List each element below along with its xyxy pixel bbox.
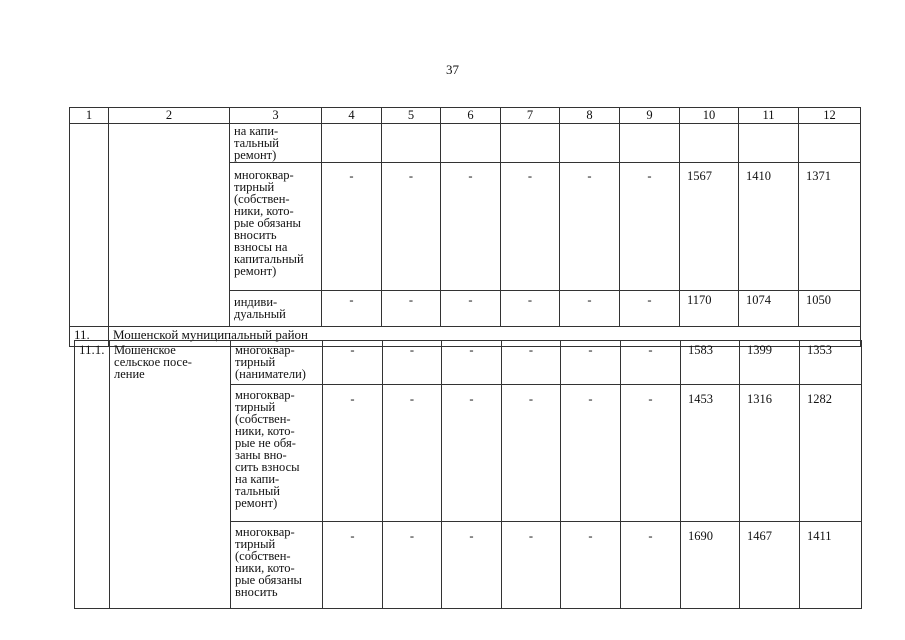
value-cell [560, 124, 620, 163]
value-cell: - [441, 291, 501, 327]
value-cell: - [620, 163, 680, 291]
settlement-cell [109, 124, 230, 327]
settlement-name: Мошенское сельское посе- ление [110, 341, 231, 609]
column-number: 6 [441, 108, 501, 124]
value-cell: - [442, 522, 502, 609]
column-number: 3 [230, 108, 322, 124]
value-cell: - [382, 291, 441, 327]
value-cell [680, 124, 739, 163]
value-cell [322, 124, 382, 163]
value-cell: 1583 [681, 341, 740, 385]
value-cell: - [383, 522, 442, 609]
value-cell: 1353 [800, 341, 862, 385]
value-cell: 1074 [739, 291, 799, 327]
column-number: 11 [739, 108, 799, 124]
value-cell: - [383, 385, 442, 522]
value-cell [620, 124, 680, 163]
value-cell [441, 124, 501, 163]
value-cell: 1371 [799, 163, 861, 291]
value-cell [382, 124, 441, 163]
value-cell: - [501, 163, 560, 291]
district-name: Мошенской муниципальный район [109, 327, 861, 347]
value-cell: - [383, 341, 442, 385]
value-cell: - [441, 163, 501, 291]
value-cell: - [621, 341, 681, 385]
value-cell: - [442, 341, 502, 385]
column-number: 5 [382, 108, 441, 124]
value-cell: - [502, 385, 561, 522]
value-cell: 1690 [681, 522, 740, 609]
column-number: 8 [560, 108, 620, 124]
value-cell: - [442, 385, 502, 522]
column-number: 2 [109, 108, 230, 124]
value-cell: - [561, 385, 621, 522]
settlement-number: 11.1. [75, 341, 110, 609]
value-cell: 1410 [739, 163, 799, 291]
value-cell: - [560, 291, 620, 327]
column-number-row [70, 108, 861, 124]
value-cell: - [621, 522, 681, 609]
page-number: 37 [446, 62, 459, 77]
value-cell: 1567 [680, 163, 739, 291]
tariff-table-lower [74, 340, 862, 609]
column-number: 12 [799, 108, 861, 124]
value-cell: - [561, 341, 621, 385]
row-number-cell [70, 124, 109, 327]
table-row [75, 341, 862, 385]
housing-type-cell: многоквар- тирный (собствен- ники, кото- рые обязаны вносить [231, 522, 323, 609]
tariff-table-upper [69, 107, 861, 347]
value-cell: - [323, 341, 383, 385]
value-cell: - [502, 341, 561, 385]
column-number: 4 [322, 108, 382, 124]
value-cell: - [621, 385, 681, 522]
value-cell: 1411 [800, 522, 862, 609]
value-cell: 1282 [800, 385, 862, 522]
table-row [70, 124, 861, 163]
value-cell: 1399 [740, 341, 800, 385]
housing-type-cell: многоквар- тирный (собствен- ники, кото- рые обязаны вносить взносы на капитальный ремонт) [230, 163, 322, 291]
value-cell: - [322, 291, 382, 327]
housing-type-cell: многоквар- тирный (собствен- ники, кото- рые не обя- заны вно- сить взносы на капи- тальный ремонт) [231, 385, 323, 522]
value-cell [799, 124, 861, 163]
value-cell: 1170 [680, 291, 739, 327]
value-cell: - [501, 291, 560, 327]
value-cell: - [382, 163, 441, 291]
value-cell [501, 124, 560, 163]
value-cell: 1050 [799, 291, 861, 327]
value-cell: 1316 [740, 385, 800, 522]
value-cell: - [502, 522, 561, 609]
column-number: 1 [70, 108, 109, 124]
value-cell: - [620, 291, 680, 327]
district-number: 11. [70, 327, 109, 347]
housing-type-cell: индиви- дуальный [230, 291, 322, 327]
value-cell: - [323, 522, 383, 609]
value-cell: - [322, 163, 382, 291]
column-number: 7 [501, 108, 560, 124]
value-cell: 1453 [681, 385, 740, 522]
housing-type-cell: многоквар- тирный (наниматели) [231, 341, 323, 385]
value-cell [739, 124, 799, 163]
housing-type-cell: на капи- тальный ремонт) [230, 124, 322, 163]
value-cell: - [561, 522, 621, 609]
value-cell: 1467 [740, 522, 800, 609]
value-cell: - [560, 163, 620, 291]
column-number: 10 [680, 108, 739, 124]
column-number: 9 [620, 108, 680, 124]
value-cell: - [323, 385, 383, 522]
